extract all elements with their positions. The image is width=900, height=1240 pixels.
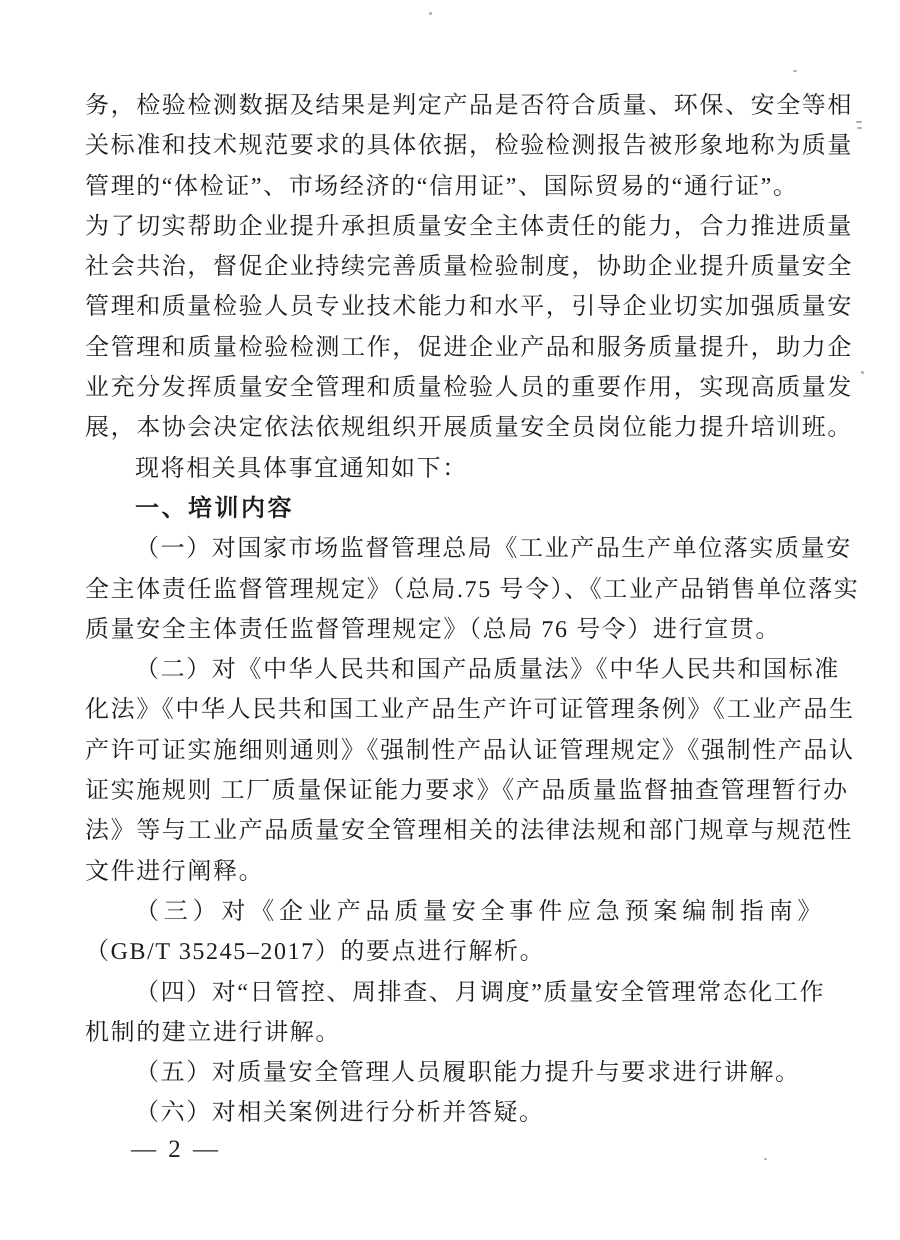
text-line: （GB/T 35245–2017）的要点进行解析。: [85, 939, 546, 966]
text-line: 业充分发挥质量安全管理和质量检验人员的重要作用，实现高质量发: [85, 375, 853, 402]
text-line: 为了切实帮助企业提升承担质量安全主体责任的能力，合力推进质量: [85, 213, 853, 240]
scan-speck: [764, 1158, 767, 1160]
text-line: （二）对《中华人民共和国产品质量法》《中华人民共和国标准: [135, 657, 840, 684]
text-line: 展，本协会决定依法依规组织开展质量安全员岗位能力提升培训班。: [85, 415, 853, 442]
text-line: 产许可证实施细则通则》《强制性产品认证管理规定》《强制性产品认: [85, 737, 855, 764]
text-line: 证实施规则 工厂质量保证能力要求》《产品质量监督抽查管理暂行办: [85, 778, 849, 805]
text-line: 全管理和质量检验检测工作，促进企业产品和服务质量提升，助力企: [85, 334, 853, 361]
scan-speck: [793, 70, 797, 72]
text-line: 文件进行阐释。: [85, 858, 265, 885]
text-line: 管理的“体检证”、市场经济的“信用证”、国际贸易的“通行证”。: [85, 173, 799, 200]
text-block: [85, 86, 860, 1134]
scan-speck: [861, 371, 864, 374]
text-line: （五）对质量安全管理人员履职能力提升与要求进行讲解。: [135, 1060, 801, 1087]
section-heading: 一、培训内容: [135, 494, 294, 522]
text-line: （六）对相关案例进行分析并答疑。: [135, 1100, 545, 1127]
scan-speck: [429, 12, 432, 15]
text-line: 现将相关具体事宜通知如下：: [135, 455, 468, 482]
scan-speck: [856, 121, 862, 123]
text-line: 质量安全主体责任监督管理规定》（总局 76 号令）进行宣贯。: [85, 616, 781, 643]
text-line: （四）对“日管控、周排查、月调度”质量安全管理常态化工作: [135, 979, 826, 1006]
page-number: — 2 —: [131, 1136, 221, 1163]
scan-speck: [857, 127, 862, 129]
text-line: 机制的建立进行讲解。: [85, 1019, 341, 1046]
text-line: 关标准和技术规范要求的具体依据，检验检测报告被形象地称为质量: [85, 133, 853, 160]
text-line: （一）对国家市场监督管理总局《工业产品生产单位落实质量安: [135, 536, 852, 563]
text-line: 全主体责任监督管理规定》（总局.75 号令）、《工业产品销售单位落实: [85, 576, 860, 603]
text-line: 务，检验检测数据及结果是判定产品是否符合质量、环保、安全等相: [85, 93, 853, 119]
text-line: 化法》《中华人民共和国工业产品生产许可证管理条例》《工业产品生: [85, 697, 855, 724]
text-line: 管理和质量检验人员专业技术能力和水平，引导企业切实加强质量安: [85, 294, 853, 321]
text-line: （三）对《企业产品质量安全事件应急预案编制指南》: [135, 898, 827, 925]
text-line: 社会共治，督促企业持续完善质量检验制度，协助企业提升质量安全: [85, 254, 853, 281]
text-line: 法》等与工业产品质量安全管理相关的法律法规和部门规章与规范性: [85, 818, 853, 845]
